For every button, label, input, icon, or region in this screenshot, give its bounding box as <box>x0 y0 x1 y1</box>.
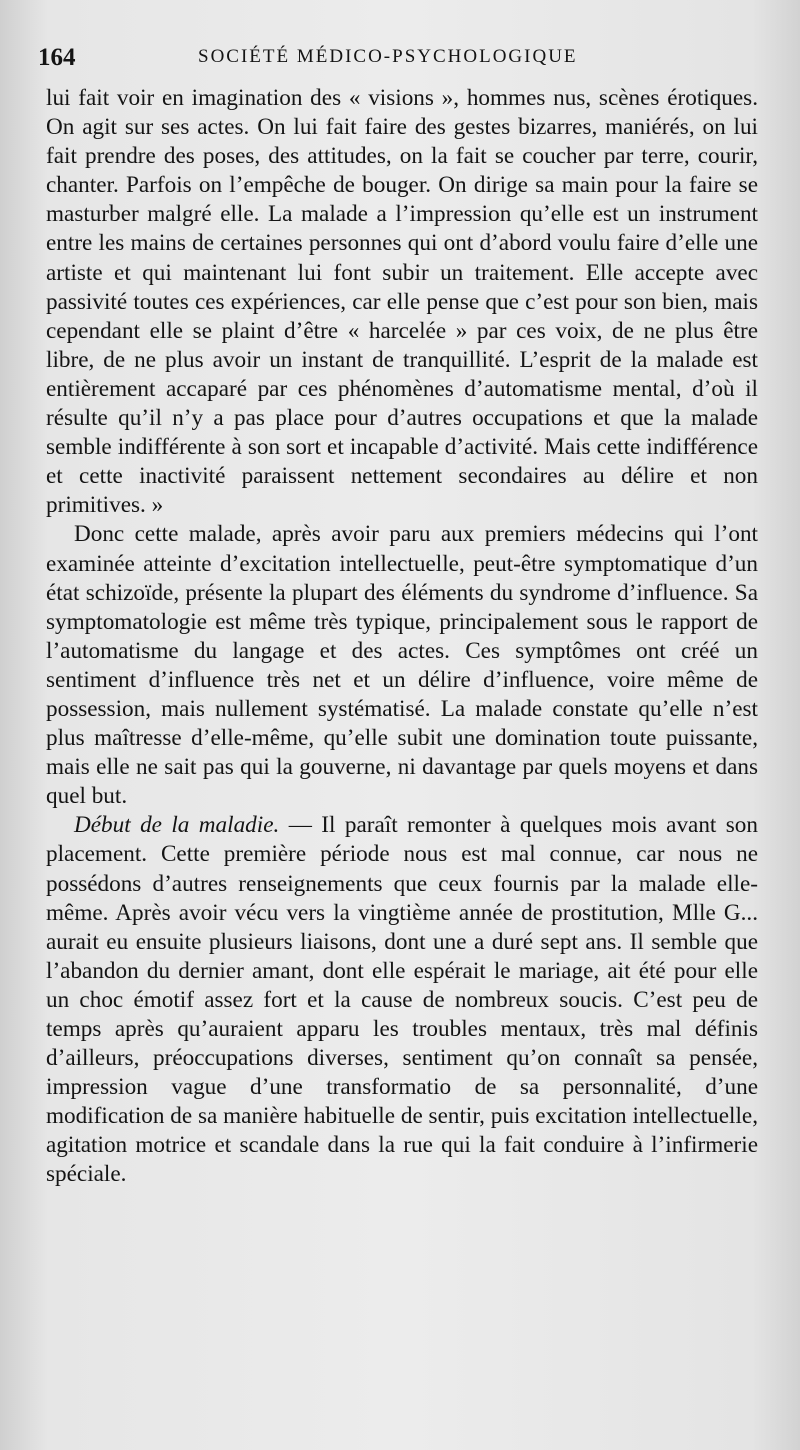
paragraph-continuation: lui fait voir en imagination des « visions », hommes nus, scènes érotiques. On agit sur ses actes. On lui fait faire des gestes bizarres, maniérés, on lui fait prendre des poses, des attitudes, on la fait se coucher par terre, courir, chanter. Parfois on l’empêche de bouger. On dirige sa main pour la faire se masturber malgré elle. La malade a l’impression qu’elle est un instrument entre les mains de certaines personnes qui ont d’abord voulu faire d’elle une artiste et qui maintenant lui font subir un traitement. Elle accepte avec passivité toutes ces expériences, car elle pense que c’est pour son bien, mais cependant elle se plaint d’être « harcelée » par ces voix, de ne plus être libre, de ne plus avoir un instant de tranquillité. L’esprit de la malade est entièrement accaparé par ces phénomènes d’automatisme mental, d’où il résulte qu’il n’y a pas place pour d’autres occupations et que la malade semble indifférente à son sort et incapable d’activité. Mais cette indifférence et cette inactivité paraissent nettement secondaires au délire et non primitives. » <box>46 85 758 519</box>
body-text <box>46 84 758 1190</box>
section-heading: Début de la maladie. <box>74 812 280 839</box>
paragraph-debut-text: — Il paraît remonter à quelques mois avant son placement. Cette première période nous est mal connue, car nous ne possédons d’autres renseignements que ceux fournis par la malade elle-même. Après avoir vécu vers la vingtième année de prostitution, Mlle G... aurait eu ensuite plusieurs liaisons, dont une a duré sept ans. Il semble que l’abandon du dernier amant, dont elle espérait le mariage, ait été pour elle un choc émotif assez fort et la cause de nombreux soucis. C’est peu de temps après qu’auraient apparu les troubles mentaux, très mal définis d’ailleurs, préoccupations diverses, sentiment qu’on connaît sa pensée, impression vague d’une transformatio de sa personnalité, d’une modification de sa manière habituelle de sentir, puis excitation intellectuelle, agitation motrice et scandale dans la rue qui la fait conduire à l’infirmerie spéciale. <box>46 812 758 1188</box>
running-title: SOCIÉTÉ MÉDICO-PSYCHOLOGIQUE <box>198 46 578 67</box>
paragraph-debut <box>46 811 758 1189</box>
page-number: 164 <box>38 44 76 71</box>
page-header <box>38 38 760 78</box>
paragraph-donc: Donc cette malade, après avoir paru aux premiers médecins qui l’ont examinée atteinte d’excitation intellectuelle, peut-être symptomatique d’un état schizoïde, présente la plupart des éléments du syndrome d’influence. Sa symptomatologie est même très typique, principalement sous le rapport de l’automatisme du langage et des actes. Ces symptômes ont créé un sentiment d’influence très net et un délire d’influence, voire même de possession, mais nullement systématisé. La malade constate qu’elle n’est plus maîtresse d’elle-même, qu’elle subit une domination toute puissante, mais elle ne sait pas qui la gouverne, ni davantage par quels moyens et dans quel but. <box>46 521 758 810</box>
